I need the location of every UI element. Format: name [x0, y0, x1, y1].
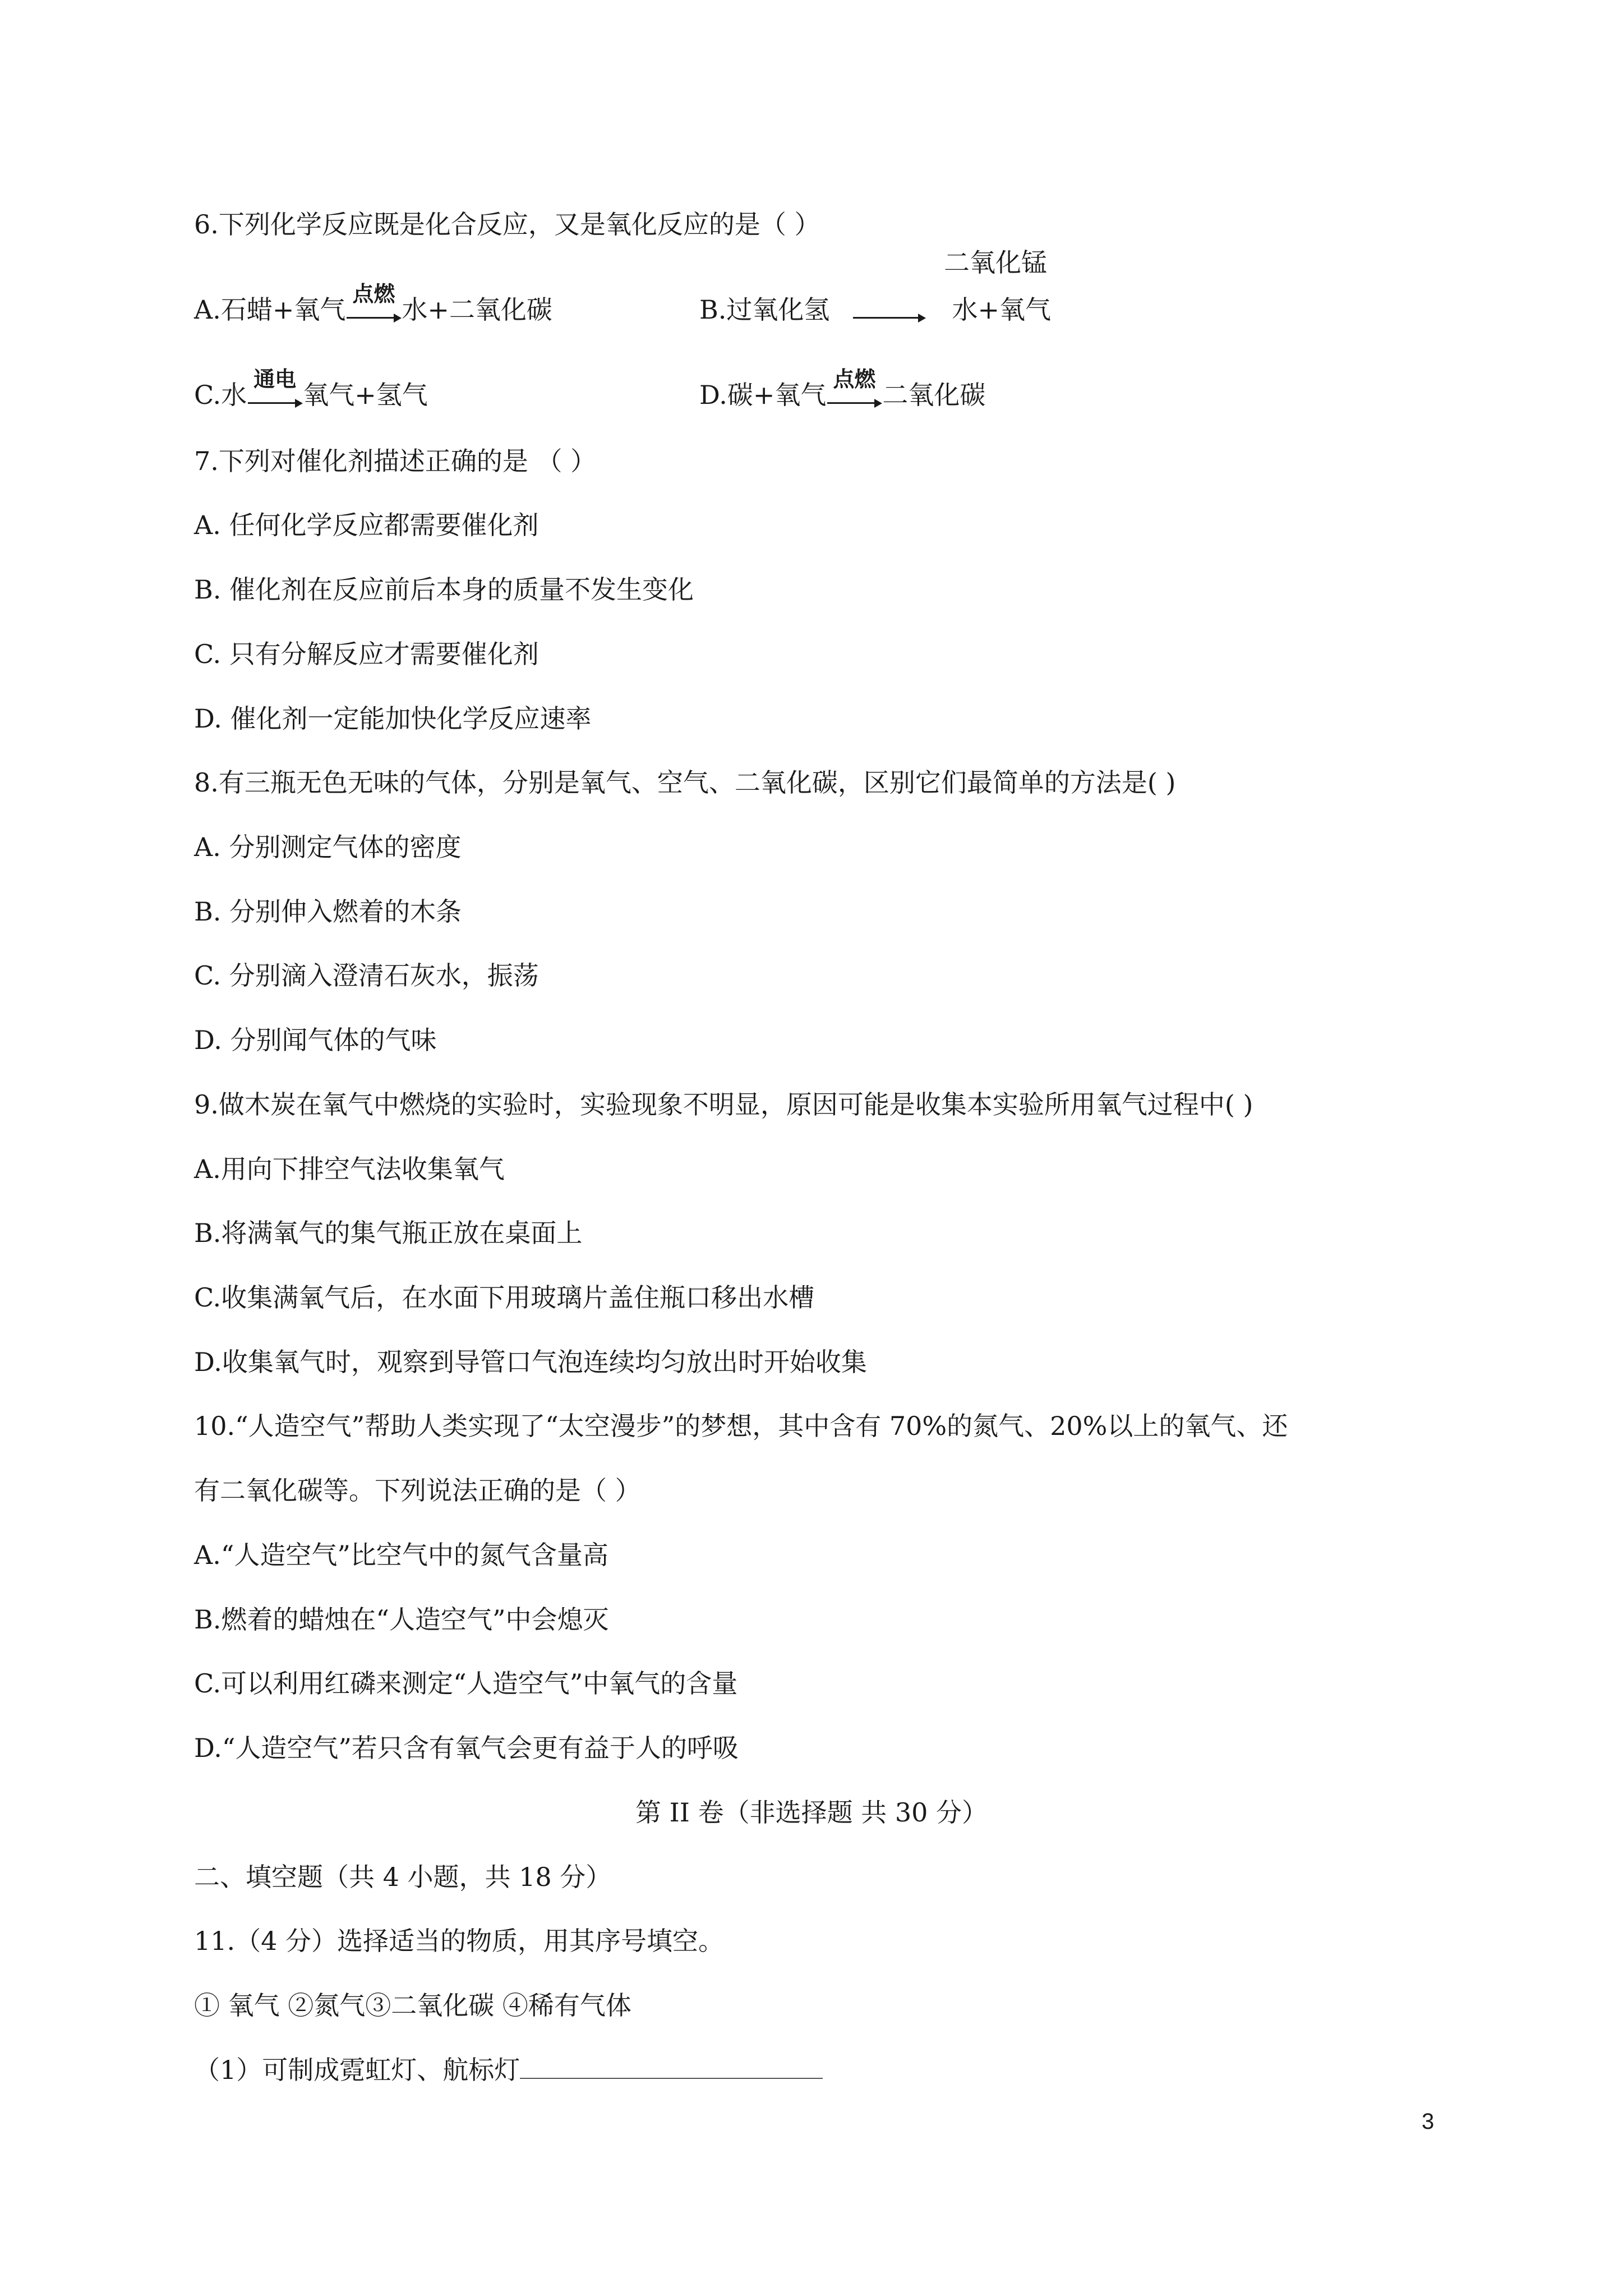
q7-option-c: C. 只有分解反应才需要催化剂	[194, 639, 539, 669]
q8-option-c: C. 分别滴入澄清石灰水，振荡	[194, 960, 539, 991]
q6-c-condition: 通电	[253, 367, 297, 392]
q10-stem-line2: 有二氧化碳等。下列说法正确的是（ ）	[194, 1475, 641, 1506]
q7-option-b: B. 催化剂在反应前后本身的质量不发生变化	[194, 574, 694, 605]
q6-d-reactants: D.碳+氧气	[699, 380, 827, 410]
q9-option-c: C.收集满氧气后，在水面下用玻璃片盖住瓶口移出水槽	[194, 1282, 815, 1313]
reaction-arrow	[853, 293, 926, 326]
q9-option-d: D.收集氧气时，观察到导管口气泡连续均匀放出时开始收集	[194, 1347, 867, 1377]
q6-c-products: 氧气+氢气	[303, 380, 428, 410]
q6-stem: 6.下列化学反应既是化合反应，又是氧化反应的是（ ）	[194, 209, 820, 240]
q11-sub1-label: （1）可制成霓虹灯、航标灯	[194, 2055, 520, 2085]
answer-blank[interactable]	[520, 2055, 823, 2079]
q6-b-products: 水+氧气	[952, 295, 1051, 325]
reaction-arrow	[247, 367, 303, 412]
q6-option-d	[699, 367, 986, 412]
q6-b-catalyst: 二氧化锰	[944, 247, 1047, 278]
q8-stem: 8.有三瓶无色无味的气体，分别是氧气、空气、二氧化碳，区别它们最简单的方法是( )	[194, 767, 1176, 798]
section-heading: 二、填空题（共 4 小题，共 18 分）	[194, 1862, 612, 1892]
q10-option-c: C.可以利用红磷来测定“人造空气”中氧气的含量	[194, 1668, 738, 1699]
q10-option-d: D.“人造空气”若只含有氧气会更有益于人的呼吸	[194, 1733, 739, 1763]
q9-option-b: B.将满氧气的集气瓶正放在桌面上	[194, 1218, 583, 1248]
q8-option-a: A. 分别测定气体的密度	[194, 832, 462, 862]
reaction-arrow	[826, 367, 882, 412]
q9-option-a: A.用向下排空气法收集氧气	[194, 1154, 505, 1184]
q6-option-a	[194, 282, 552, 326]
q6-option-b	[699, 293, 1051, 326]
q11-sub1	[194, 2053, 823, 2087]
q10-option-a: A.“人造空气”比空气中的氮气含量高	[194, 1540, 608, 1570]
q7-option-d: D. 催化剂一定能加快化学反应速率	[194, 703, 592, 734]
q6-d-condition: 点燃	[833, 367, 876, 392]
q8-option-b: B. 分别伸入燃着的木条	[194, 896, 462, 927]
q11-stem: 11.（4 分）选择适当的物质，用其序号填空。	[194, 1926, 725, 1956]
q6-a-reactants: A.石蜡+氧气	[194, 295, 346, 325]
q10-option-b: B.燃着的蜡烛在“人造空气”中会熄灭	[194, 1604, 609, 1635]
q7-stem: 7.下列对催化剂描述正确的是 （ ）	[194, 446, 597, 476]
page-number: 3	[1422, 2109, 1435, 2134]
q6-option-c	[194, 367, 428, 412]
q6-a-products: 水+二氧化碳	[402, 295, 552, 325]
q11-choices: ① 氧气 ②氮气③二氧化碳 ④稀有气体	[194, 1990, 631, 2021]
q7-option-a: A. 任何化学反应都需要催化剂	[194, 510, 539, 540]
q6-d-products: 二氧化碳	[882, 380, 986, 410]
section-title: 第 II 卷（非选择题 共 30 分）	[635, 1797, 988, 1828]
q6-b-reactants: B.过氧化氢	[699, 295, 830, 325]
q8-option-d: D. 分别闻气体的气味	[194, 1025, 437, 1055]
q6-c-reactants: C.水	[194, 380, 247, 410]
q10-stem-line1: 10.“人造空气”帮助人类实现了“太空漫步”的梦想，其中含有 70%的氮气、20%以上的氧气、还	[194, 1411, 1288, 1441]
reaction-arrow	[345, 282, 402, 326]
q6-a-condition: 点燃	[352, 282, 395, 306]
q9-stem: 9.做木炭在氧气中燃烧的实验时，实验现象不明显，原因可能是收集本实验所用氧气过程中( )	[194, 1089, 1253, 1120]
